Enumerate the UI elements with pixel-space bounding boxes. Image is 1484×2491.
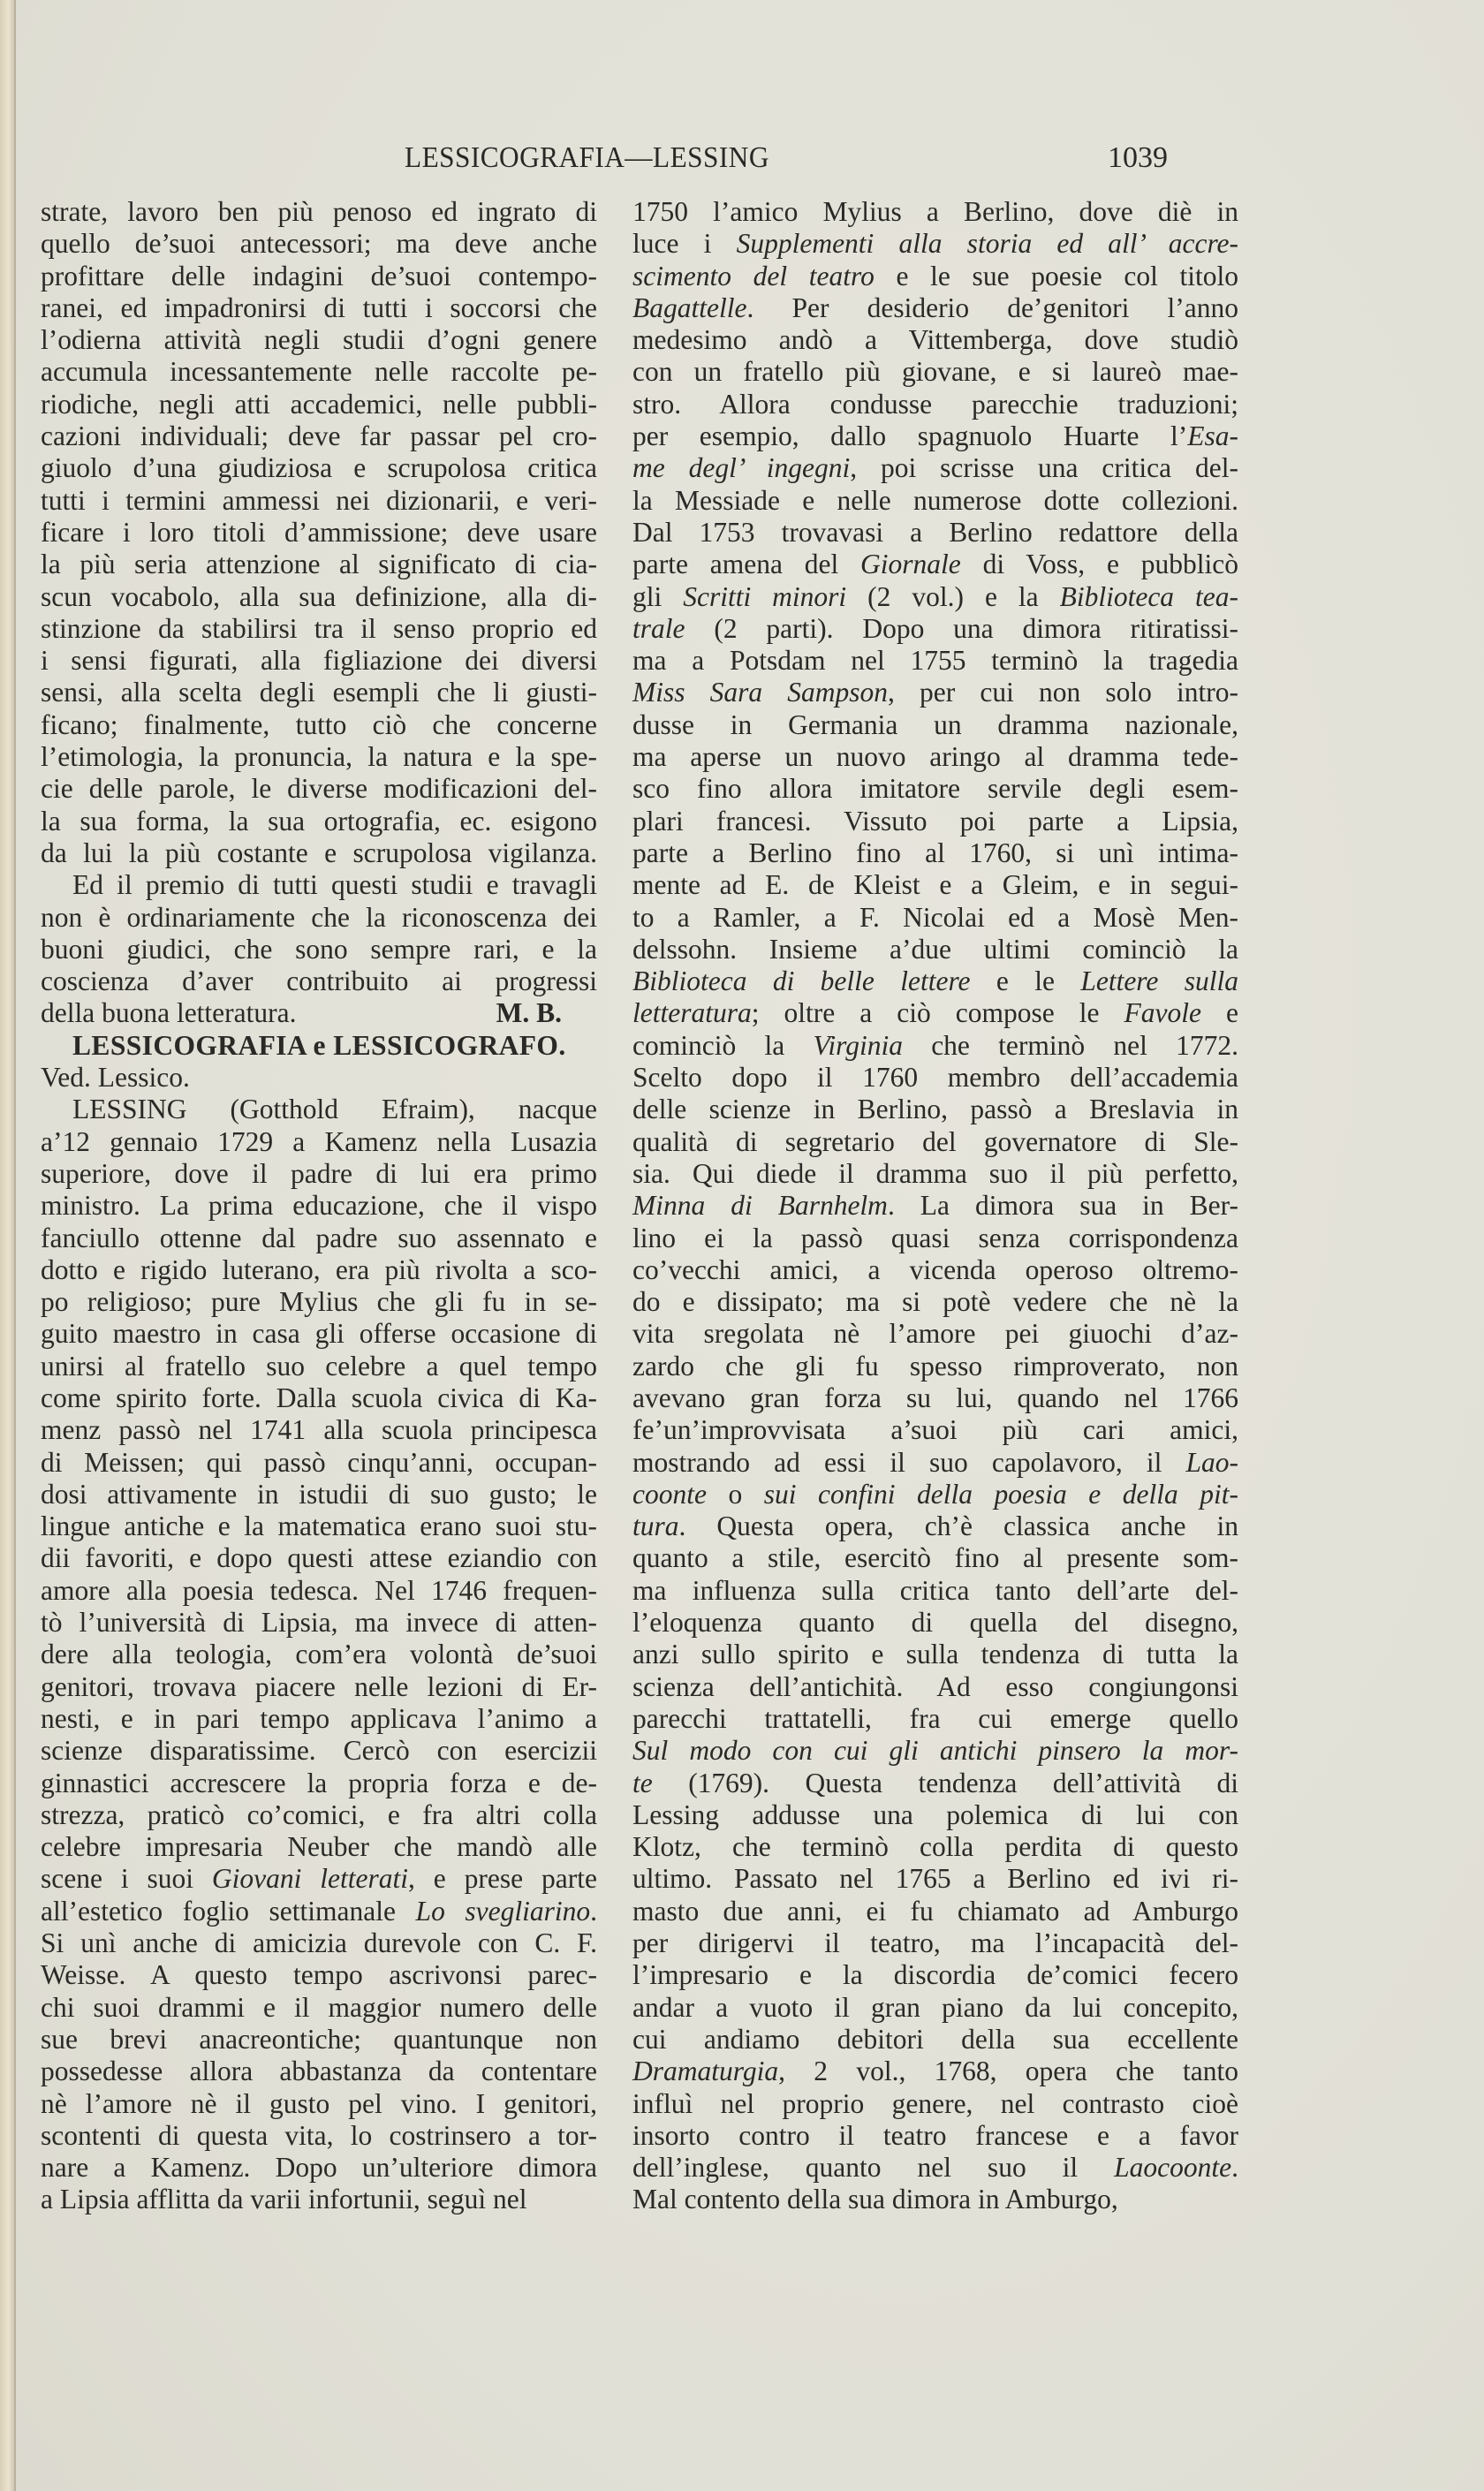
text-run: l’etimologia, la pronuncia, la natura e la spe- xyxy=(41,741,597,773)
text-run: come spirito forte. Dalla scuola civica di Ka- xyxy=(41,1382,597,1413)
text-line xyxy=(41,1286,597,1318)
text-run: dere alla teologia, com’era volontà de’suoi xyxy=(41,1639,597,1670)
text-line xyxy=(632,837,1238,869)
text-run: possedesse allora abbastanza da contentare xyxy=(41,2056,597,2087)
text-run: l’odierna attività negli studii d’ogni genere xyxy=(41,324,597,356)
text-run: mente ad E. de Kleist e a Gleim, e in segui- xyxy=(632,869,1238,901)
text-line xyxy=(632,1351,1238,1382)
text-line xyxy=(632,773,1238,805)
text-line xyxy=(41,677,597,708)
text-run: (1769). Questa tendenza dell’attività di xyxy=(652,1767,1238,1798)
text-line xyxy=(632,1030,1238,1062)
text-run: dotto e rigido luterano, era più rivolta a sco- xyxy=(41,1253,597,1285)
text-run: scienza dell’antichità. Ad esso congiungonsi xyxy=(632,1670,1238,1702)
text-line xyxy=(632,1382,1238,1414)
text-run: dii favoriti, e dopo questi attese eziandio con xyxy=(41,1542,597,1574)
text-run: sia. Qui diede il dramma suo il più perfetto, xyxy=(632,1157,1238,1189)
text-line xyxy=(632,741,1238,773)
text-run: l’eloquenza quanto di quella del disegno, xyxy=(632,1607,1238,1639)
text-run: dell’inglese, quanto nel suo il xyxy=(632,2152,1115,2184)
text-line xyxy=(41,1542,597,1574)
italic-title: trale xyxy=(632,612,685,644)
text-run: con un fratello più giovane, e si laureò mae- xyxy=(632,356,1238,388)
text-run: e le xyxy=(970,965,1081,997)
text-run: , poi scrisse una critica del- xyxy=(850,452,1238,484)
text-line xyxy=(632,1479,1238,1510)
text-run: genitori, trovava piacere nelle lezioni di Er- xyxy=(41,1670,597,1702)
text-line xyxy=(632,1831,1238,1863)
text-run: da lui la più costante e scrupolosa vigilanza. xyxy=(41,837,597,868)
text-line xyxy=(632,934,1238,965)
text-line xyxy=(41,1863,597,1895)
text-line xyxy=(632,613,1238,645)
text-line xyxy=(632,1190,1238,1222)
text-line xyxy=(41,997,597,1029)
text-line xyxy=(632,677,1238,708)
text-line xyxy=(632,1158,1238,1190)
entry-heading-line xyxy=(41,1094,597,1125)
text-line xyxy=(41,837,597,869)
italic-title: Miss Sara Sampson xyxy=(632,677,889,708)
text-run: la sua forma, la sua ortografia, ec. esigono xyxy=(41,805,597,837)
text-run: ficano; finalmente, tutto ciò che concerne xyxy=(41,708,597,740)
text-run: sue brevi anacreontiche; quantunque non xyxy=(41,2023,597,2055)
text-run: unirsi al fratello suo celebre a quel tempo xyxy=(41,1350,597,1382)
text-line xyxy=(41,1927,597,1959)
text-line xyxy=(632,1671,1238,1703)
text-run: influì nel proprio genere, nel contrasto cioè xyxy=(632,2087,1238,2119)
text-line xyxy=(632,2056,1238,2087)
text-line xyxy=(632,324,1238,356)
text-run: parecchi trattatelli, fra cui emerge quello xyxy=(632,1702,1238,1734)
text-line xyxy=(632,1318,1238,1350)
text-run: cui andiamo debitori della sua eccellente xyxy=(632,2023,1238,2055)
italic-title: me degl’ ingegni xyxy=(632,452,851,484)
text-line xyxy=(41,324,597,356)
text-line xyxy=(41,1703,597,1735)
text-line xyxy=(41,869,597,901)
italic-title: Favole xyxy=(1124,997,1201,1029)
text-run: luce i xyxy=(632,228,737,260)
page-edge xyxy=(0,0,14,2491)
text-line xyxy=(41,613,597,645)
text-line xyxy=(632,517,1238,549)
text-run: parte amena del xyxy=(632,549,861,580)
text-run: cazioni individuali; deve far passar pel cro- xyxy=(41,420,597,452)
text-run: Weisse. A questo tempo ascrivonsi parec- xyxy=(41,1959,597,1991)
text-line xyxy=(41,1575,597,1607)
text-run: a Lipsia afflitta da varii infortunii, seguì nel xyxy=(41,2184,527,2215)
text-run: cie delle parole, le diverse modificazioni del- xyxy=(41,773,597,805)
text-line xyxy=(41,1510,597,1542)
text-run: per dirigervi il teatro, ma l’incapacità del- xyxy=(632,1927,1238,1959)
italic-title: letteratura xyxy=(632,997,752,1029)
text-run: scontenti di questa vita, lo costrinsero a tor- xyxy=(41,2119,597,2151)
text-run: scienze disparatissime. Cercò con esercizii xyxy=(41,1735,597,1767)
text-line xyxy=(632,997,1238,1029)
text-run: che terminò nel 1772. xyxy=(902,1029,1238,1061)
text-run: superiore, dove il padre di lui era primo xyxy=(41,1157,597,1189)
text-run: vita sregolata nè l’amore pei giuochi d’az- xyxy=(632,1318,1238,1350)
text-run: di Voss, e pubblicò xyxy=(960,549,1238,580)
running-title: LESSICOGRAFIA—LESSING xyxy=(405,141,769,174)
text-run: sensi, alla scelta degli esempli che li giusti- xyxy=(41,677,597,708)
text-run: strezza, praticò co’comici, e fra altri colla xyxy=(41,1798,597,1830)
italic-title: Biblioteca tea- xyxy=(1059,580,1238,612)
text-run: della buona letteratura. xyxy=(41,997,297,1029)
text-run: delssohn. Insieme a’due ultimi cominciò la xyxy=(632,933,1238,965)
text-line xyxy=(41,2152,597,2184)
italic-title: sui confini della poesia e della pit- xyxy=(763,1478,1239,1510)
italic-title: Virginia xyxy=(813,1029,903,1061)
text-run: . xyxy=(590,1895,597,1927)
text-line xyxy=(632,485,1238,517)
text-line xyxy=(41,1896,597,1927)
text-line xyxy=(41,581,597,613)
text-line xyxy=(41,645,597,677)
text-line xyxy=(41,1382,597,1414)
text-line xyxy=(41,356,597,388)
text-line xyxy=(632,356,1238,388)
text-line xyxy=(41,2024,597,2056)
text-line xyxy=(41,709,597,741)
text-line xyxy=(41,1671,597,1703)
text-run: ficare i loro titoli d’ammissione; deve usare xyxy=(41,516,597,548)
text-run: ultimo. Passato nel 1765 a Berlino ed ivi ri- xyxy=(632,1863,1238,1895)
text-run: nesti, e in pari tempo applicava l’animo a xyxy=(41,1702,597,1734)
text-line xyxy=(41,452,597,484)
text-run: tutti i termini ammessi nei dizionarii, e veri- xyxy=(41,484,597,516)
text-line xyxy=(632,1799,1238,1831)
text-line xyxy=(632,420,1238,452)
text-run: masto due anni, ei fu chiamato ad Amburgo xyxy=(632,1895,1238,1927)
text-line xyxy=(41,1768,597,1799)
text-run: zardo che gli fu spesso rimproverato, non xyxy=(632,1350,1238,1382)
text-run: chi suoi drammi e il maggior numero delle xyxy=(41,1991,597,2023)
text-run: 1750 l’amico Mylius a Berlino, dove diè in xyxy=(632,196,1238,227)
text-run: delle scienze in Berlino, passò a Breslavia in xyxy=(632,1094,1238,1125)
text-line xyxy=(41,1959,597,1991)
text-run: nè l’amore nè il gusto pel vino. I genitori, xyxy=(41,2087,597,2119)
text-run: po religioso; pure Mylius che gli fu in se- xyxy=(41,1286,597,1318)
text-run: insorto contro il teatro francese e a favor xyxy=(632,2119,1238,2151)
text-line xyxy=(41,1351,597,1382)
text-run: Ved. Lessico. xyxy=(41,1062,190,1094)
italic-title: Giovani letterati xyxy=(211,1863,409,1895)
text-line xyxy=(41,420,597,452)
text-line xyxy=(632,645,1238,677)
text-run: . La dimora sua in Ber- xyxy=(887,1190,1238,1222)
text-line xyxy=(41,2088,597,2120)
italic-title: scimento del teatro xyxy=(632,260,874,292)
text-run: l’impresario e la discordia de’comici fecero xyxy=(632,1959,1238,1991)
text-line xyxy=(41,1639,597,1670)
italic-title: Lo svegliarino xyxy=(415,1895,591,1927)
text-run: ministro. La prima educazione, che il vispo xyxy=(41,1190,597,1222)
text-run: celebre impresaria Neuber che mandò alle xyxy=(41,1831,597,1863)
text-run: scun vocabolo, alla sua definizione, alla di- xyxy=(41,580,597,612)
text-line xyxy=(41,1479,597,1510)
text-line xyxy=(632,1094,1238,1125)
text-line xyxy=(632,1639,1238,1670)
italic-title: Dramaturgia xyxy=(632,2056,779,2087)
text-line xyxy=(632,1959,1238,1991)
italic-title: Scritti minori xyxy=(683,580,847,612)
cross-reference xyxy=(41,1062,597,1094)
text-run: . xyxy=(1231,2152,1238,2184)
text-line xyxy=(632,1223,1238,1254)
text-line xyxy=(41,902,597,934)
text-line xyxy=(632,1286,1238,1318)
text-run: LESSING (Gotthold Efraim), nacque xyxy=(72,1094,597,1125)
italic-title: te xyxy=(632,1767,653,1798)
text-line xyxy=(632,1735,1238,1767)
text-line xyxy=(41,228,597,260)
text-line xyxy=(632,1992,1238,2024)
text-run: lingue antiche e la matematica erano suoi stu- xyxy=(41,1510,597,1542)
text-run: di Meissen; qui passò cinqu’anni, occupan- xyxy=(41,1446,597,1478)
text-line xyxy=(41,965,597,997)
text-run: i sensi figurati, alla figliazione dei diversi xyxy=(41,645,597,677)
text-line xyxy=(41,2056,597,2087)
text-run: (2 parti). Dopo una dimora ritiratissi- xyxy=(685,612,1238,644)
text-line xyxy=(41,1831,597,1863)
text-line xyxy=(41,485,597,517)
text-line xyxy=(41,196,597,228)
text-line xyxy=(41,806,597,837)
text-line xyxy=(632,1768,1238,1799)
text-line xyxy=(632,709,1238,741)
italic-title: tura xyxy=(632,1510,679,1542)
entry-heading xyxy=(41,1030,597,1062)
text-line xyxy=(632,1575,1238,1607)
text-run: ginnastici accrescere la propria forza e de- xyxy=(41,1767,597,1798)
text-run: per esempio, dallo spagnuolo Huarte l’ xyxy=(632,420,1188,452)
text-run: qualità di segretario del governatore di Sle- xyxy=(632,1125,1238,1157)
running-head xyxy=(0,141,1484,182)
text-run: scene i suoi xyxy=(41,1863,212,1895)
text-line xyxy=(41,1126,597,1158)
text-run: Scelto dopo il 1760 membro dell’accademia xyxy=(632,1062,1238,1094)
text-line xyxy=(632,452,1238,484)
text-run: fanciullo ottenne dal padre suo assennato e xyxy=(41,1222,597,1253)
text-run: sco fino allora imitatore servile degli esem- xyxy=(632,773,1238,805)
text-line xyxy=(632,806,1238,837)
text-run: la Messiade e nelle numerose dotte collezioni. xyxy=(632,484,1238,516)
italic-title: Laocoonte xyxy=(1114,2152,1232,2184)
text-line xyxy=(41,1223,597,1254)
text-run: Dal 1753 trovavasi a Berlino redattore della xyxy=(632,516,1238,548)
text-line xyxy=(41,1190,597,1222)
author-signature: M. B. xyxy=(496,997,562,1029)
text-line xyxy=(41,2120,597,2152)
text-line xyxy=(632,1447,1238,1479)
text-run: , per cui non solo intro- xyxy=(888,677,1238,708)
text-run: parte a Berlino fino al 1760, si unì intima- xyxy=(632,837,1238,868)
text-run: o xyxy=(706,1478,764,1510)
text-run: la più seria attenzione al significato di cia- xyxy=(41,549,597,580)
text-line xyxy=(41,517,597,549)
text-line xyxy=(41,261,597,292)
text-line xyxy=(41,1158,597,1190)
text-line xyxy=(41,773,597,805)
text-run: Mal contento della sua dimora in Amburgo, xyxy=(632,2184,1118,2215)
text-line xyxy=(41,1607,597,1639)
text-line xyxy=(632,1542,1238,1574)
text-run: e le sue poesie col titolo xyxy=(874,260,1238,292)
text-run: ranei, ed impadronirsi di tutti i soccorsi che xyxy=(41,292,597,323)
text-run: . Questa opera, ch’è classica anche in xyxy=(678,1510,1238,1542)
text-run: anzi sullo spirito e sulla tendenza di tutta la xyxy=(632,1639,1238,1670)
text-run: Si unì anche di amicizia durevole con C. F. xyxy=(41,1927,597,1959)
text-line xyxy=(41,1414,597,1446)
text-line xyxy=(41,549,597,580)
text-line xyxy=(632,1896,1238,1927)
text-run: gli xyxy=(632,580,684,612)
text-line xyxy=(632,581,1238,613)
text-line xyxy=(632,1414,1238,1446)
text-run: lino ei la passò quasi senza corrispondenza xyxy=(632,1222,1238,1253)
text-line xyxy=(632,1607,1238,1639)
text-run: tò l’università di Lipsia, ma invece di atten- xyxy=(41,1607,597,1639)
text-run: a’12 gennaio 1729 a Kamenz nella Lusazia xyxy=(41,1125,597,1157)
italic-title: Lettere sulla xyxy=(1080,965,1238,997)
text-line xyxy=(41,2184,597,2215)
italic-title: Bagattelle xyxy=(632,292,747,323)
text-run: mostrando ad essi il suo capolavoro, il xyxy=(632,1446,1186,1478)
text-run: cominciò la xyxy=(632,1029,814,1061)
italic-title: Minna di Barnhelm xyxy=(632,1190,888,1222)
text-run: avevano gran forza su lui, quando nel 1766 xyxy=(632,1382,1238,1413)
text-run: coscienza d’aver contribuito ai progressi xyxy=(41,965,597,997)
text-run: e xyxy=(1201,997,1239,1029)
italic-title: Esa- xyxy=(1187,420,1238,452)
text-line xyxy=(632,902,1238,934)
text-line xyxy=(632,2120,1238,2152)
text-run: andar a vuoto il gran piano da lui concepito, xyxy=(632,1991,1238,2023)
italic-title: Sul modo con cui gli antichi pinsero la mor- xyxy=(632,1735,1238,1767)
text-run: Ed il premio di tutti questi studii e travagli xyxy=(72,869,597,901)
text-run: ma influenza sulla critica tanto dell’arte del- xyxy=(632,1574,1238,1606)
text-line xyxy=(632,965,1238,997)
text-run: dosi attivamente in istudii di suo gusto; le xyxy=(41,1478,597,1510)
text-line xyxy=(41,1447,597,1479)
text-run: quello de’suoi antecessori; ma deve anche xyxy=(41,228,597,260)
text-line xyxy=(632,2088,1238,2120)
text-line xyxy=(41,1254,597,1286)
text-line xyxy=(41,1735,597,1767)
italic-title: coonte xyxy=(632,1478,707,1510)
text-run: stro. Allora condusse parecchie traduzioni; xyxy=(632,388,1238,420)
text-line xyxy=(632,196,1238,228)
text-line xyxy=(632,1254,1238,1286)
text-run: all’estetico foglio settimanale xyxy=(41,1895,416,1927)
text-line xyxy=(41,292,597,324)
text-run: co’vecchi amici, a vicenda operoso oltremo- xyxy=(632,1253,1238,1285)
text-line xyxy=(632,2024,1238,2056)
text-line xyxy=(632,389,1238,420)
text-line xyxy=(41,1992,597,2024)
text-line xyxy=(632,228,1238,260)
text-run: plari francesi. Vissuto poi parte a Lipsia, xyxy=(632,805,1238,837)
text-line xyxy=(632,1863,1238,1895)
text-run: non è ordinariamente che la riconoscenza dei xyxy=(41,901,597,933)
text-line xyxy=(41,1318,597,1350)
text-line xyxy=(632,2152,1238,2184)
text-run: riodiche, negli atti accademici, nelle pubbli- xyxy=(41,388,597,420)
text-line xyxy=(632,1927,1238,1959)
text-line xyxy=(632,1703,1238,1735)
italic-title: Supplementi alla storia ed all’ accre- xyxy=(736,228,1239,260)
text-run: accumula incessantemente nelle raccolte pe- xyxy=(41,356,597,388)
italic-title: Biblioteca di belle lettere xyxy=(632,965,971,997)
text-run: , e prese parte xyxy=(408,1863,597,1895)
text-line xyxy=(41,934,597,965)
text-run: giuolo d’una giudiziosa e scrupolosa critica xyxy=(41,452,597,484)
text-run: ma a Potsdam nel 1755 terminò la tragedia xyxy=(632,645,1238,677)
text-run: nare a Kamenz. Dopo un’ulteriore dimora xyxy=(41,2152,597,2184)
text-run: profittare delle indagini de’suoi contempo- xyxy=(41,260,597,292)
text-run: buoni giudici, che sono sempre rari, e la xyxy=(41,933,597,965)
text-line xyxy=(632,292,1238,324)
text-run: strate, lavoro ben più penoso ed ingrato di xyxy=(41,196,597,227)
right-column xyxy=(632,196,1238,2216)
text-run: to a Ramler, a F. Nicolai ed a Mosè Men- xyxy=(632,901,1238,933)
text-line xyxy=(632,1510,1238,1542)
text-line xyxy=(632,2184,1238,2215)
text-line xyxy=(41,1799,597,1831)
text-line xyxy=(632,1062,1238,1094)
text-run: , 2 vol., 1768, opera che tanto xyxy=(778,2056,1238,2087)
text-run: do e dissipato; ma si potè vedere che nè la xyxy=(632,1286,1238,1318)
text-run: ; oltre a ciò compose le xyxy=(751,997,1124,1029)
text-run: dusse in Germania un dramma nazionale, xyxy=(632,708,1238,740)
text-run: amore alla poesia tedesca. Nel 1746 frequen- xyxy=(41,1574,597,1606)
text-run: LESSICOGRAFIA e LESSICOGRAFO. xyxy=(72,1029,566,1061)
text-line xyxy=(41,389,597,420)
italic-title: Lao- xyxy=(1185,1446,1238,1478)
text-line xyxy=(632,261,1238,292)
text-line xyxy=(41,741,597,773)
text-run: medesimo andò a Vittemberga, dove studiò xyxy=(632,324,1238,356)
text-run: guito maestro in casa gli offerse occasione di xyxy=(41,1318,597,1350)
text-run: (2 vol.) e la xyxy=(846,580,1060,612)
text-run: ma aperse un nuovo aringo al dramma tede- xyxy=(632,741,1238,773)
text-run: quanto a stile, esercitò fino al presente som- xyxy=(632,1542,1238,1574)
text-run: menz passò nel 1741 alla scuola principesca xyxy=(41,1414,597,1446)
left-column xyxy=(41,196,597,2216)
text-run: Klotz, che terminò colla perdita di questo xyxy=(632,1831,1238,1863)
page-number: 1039 xyxy=(1108,141,1168,174)
text-run: stinzione da stabilirsi tra il senso proprio ed xyxy=(41,612,597,644)
text-run: fe’un’improvvisata a’suoi più cari amici, xyxy=(632,1414,1238,1446)
text-run: Lessing addusse una polemica di lui con xyxy=(632,1798,1238,1830)
text-run: . Per desiderio de’genitori l’anno xyxy=(746,292,1238,323)
text-line xyxy=(632,1126,1238,1158)
text-line xyxy=(632,869,1238,901)
text-line xyxy=(632,549,1238,580)
italic-title: Giornale xyxy=(860,549,961,580)
